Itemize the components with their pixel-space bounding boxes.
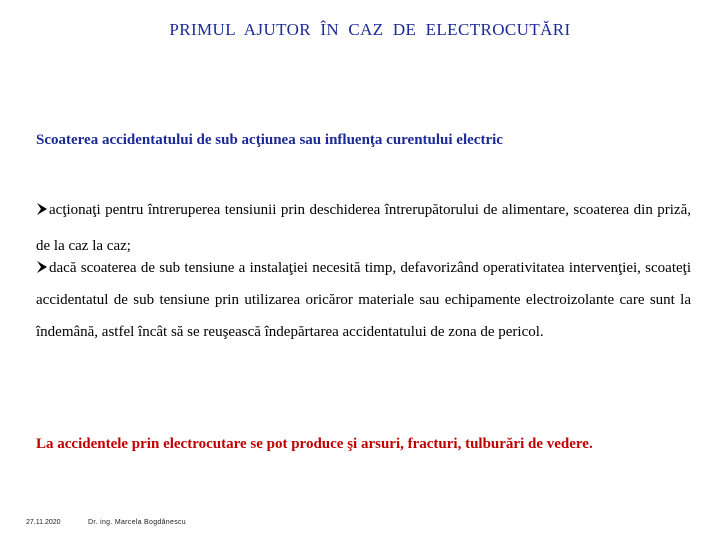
bullet-list-item xyxy=(36,252,691,348)
section-subtitle: Scoaterea accidentatului de sub acţiunea sau influenţa curentului electric xyxy=(36,132,503,148)
warning-note: La accidentele prin electrocutare se pot produce şi arsuri, fracturi, tulburări de vedere. xyxy=(36,436,593,452)
footer-date: 27.11.2020 xyxy=(26,519,61,526)
bullet-text: acţionaţi pentru întreruperea tensiunii prin deschiderea întrerupătorului de alimentare, scoaterea din priză, de la caz la caz; xyxy=(36,202,691,254)
bullet-text: dacă scoaterea de sub tensiune a instalaţiei necesită timp, defavorizând operativitatea intervenţiei, scoateţi accidentatul de sub tensiune prin utilizarea oricăror materiale sau echipamente electroizolante care sunt la îndemână, astfel încât să se reuşească îndepărtarea accidentatului de zona de pericol. xyxy=(36,260,691,340)
slide-title: PRIMUL AJUTOR ÎN CAZ DE ELECTROCUTĂRI xyxy=(169,20,571,39)
arrow-bullet-icon xyxy=(36,260,48,274)
footer-author: Dr. ing. Marcela Bogdănescu xyxy=(88,519,186,526)
arrow-bullet-icon xyxy=(36,202,48,216)
